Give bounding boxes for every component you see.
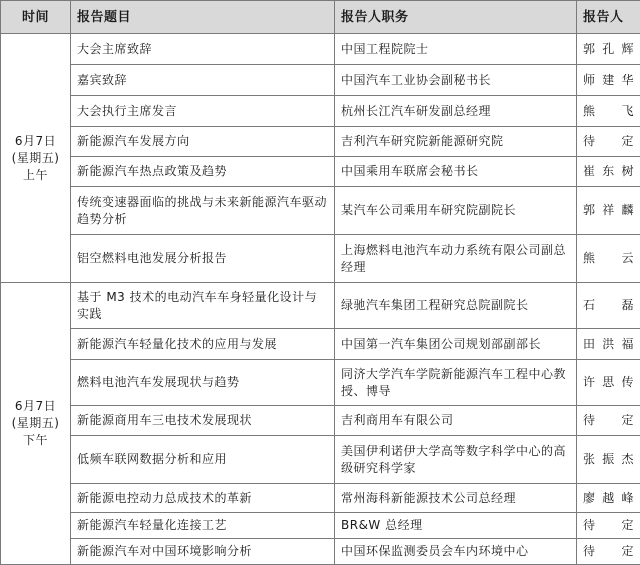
table-row [1,283,640,329]
speaker-position: 常州海科新能源技术公司总经理 [335,484,577,513]
speaker-name: 郭祥麟 [577,187,640,235]
table-row [1,513,640,539]
speaker-position: 中国工程院院士 [335,34,577,65]
report-title: 传统变速器面临的挑战与未来新能源汽车驱动趋势分析 [71,187,335,235]
report-title: 新能源汽车轻量化连接工艺 [71,513,335,539]
speaker-name: 待定 [577,127,640,157]
session-weekday: (星期五) [7,150,64,167]
speaker-name: 崔东树 [577,157,640,187]
table-row [1,157,640,187]
table-row [1,484,640,513]
speaker-name: 张振杰 [577,436,640,484]
speaker-position: 某汽车公司乘用车研究院副院长 [335,187,577,235]
report-title: 大会主席致辞 [71,34,335,65]
speaker-name: 许思传 [577,360,640,406]
table-row [1,436,640,484]
table-row [1,96,640,127]
table-row [1,360,640,406]
speaker-position: 中国第一汽车集团公司规划部副部长 [335,329,577,360]
speaker-position: 美国伊利诺伊大学高等数字科学中心的高级研究科学家 [335,436,577,484]
speaker-name: 待定 [577,406,640,436]
speaker-name: 廖越峰 [577,484,640,513]
table-row [1,235,640,283]
report-title: 基于 M3 技术的电动汽车车身轻量化设计与实践 [71,283,335,329]
speaker-position: BR&W 总经理 [335,513,577,539]
speaker-position: 中国汽车工业协会副秘书长 [335,65,577,96]
speaker-name: 待定 [577,539,640,565]
report-title: 新能源汽车对中国环境影响分析 [71,539,335,565]
report-title: 新能源汽车热点政策及趋势 [71,157,335,187]
speaker-position: 中国环保监测委员会车内环境中心 [335,539,577,565]
table-row [1,127,640,157]
report-title: 铝空燃料电池发展分析报告 [71,235,335,283]
speaker-name: 熊云 [577,235,640,283]
session-date: 6月7日 [7,398,64,415]
speaker-position: 杭州长江汽车研发副总经理 [335,96,577,127]
session-weekday: (星期五) [7,415,64,432]
speaker-name: 田洪福 [577,329,640,360]
report-title: 低频车联网数据分析和应用 [71,436,335,484]
speaker-name: 待定 [577,513,640,539]
table-row [1,187,640,235]
header-time: 时间 [1,1,71,34]
speaker-position: 同济大学汽车学院新能源汽车工程中心教授、博导 [335,360,577,406]
speaker-position: 吉利商用车有限公司 [335,406,577,436]
table-row [1,34,640,65]
session-time-morning [1,34,71,283]
speaker-name: 郭孔辉 [577,34,640,65]
speaker-position: 上海燃料电池汽车动力系统有限公司副总经理 [335,235,577,283]
report-title: 新能源汽车发展方向 [71,127,335,157]
header-speaker: 报告人 [577,1,640,34]
report-title: 新能源电控动力总成技术的革新 [71,484,335,513]
speaker-name: 石磊 [577,283,640,329]
report-title: 嘉宾致辞 [71,65,335,96]
session-time-afternoon [1,283,71,565]
speaker-position: 吉利汽车研究院新能源研究院 [335,127,577,157]
table-row [1,329,640,360]
header-position: 报告人职务 [335,1,577,34]
table-row [1,406,640,436]
session-period: 上午 [7,167,64,184]
session-period: 下午 [7,432,64,449]
header-row [1,1,640,34]
speaker-position: 绿驰汽车集团工程研究总院副院长 [335,283,577,329]
session-date: 6月7日 [7,133,64,150]
report-title: 新能源商用车三电技术发展现状 [71,406,335,436]
report-title: 燃料电池汽车发展现状与趋势 [71,360,335,406]
speaker-position: 中国乘用车联席会秘书长 [335,157,577,187]
header-title: 报告题目 [71,1,335,34]
speaker-name: 熊飞 [577,96,640,127]
report-title: 新能源汽车轻量化技术的应用与发展 [71,329,335,360]
speaker-name: 师建华 [577,65,640,96]
table-row [1,65,640,96]
report-title: 大会执行主席发言 [71,96,335,127]
